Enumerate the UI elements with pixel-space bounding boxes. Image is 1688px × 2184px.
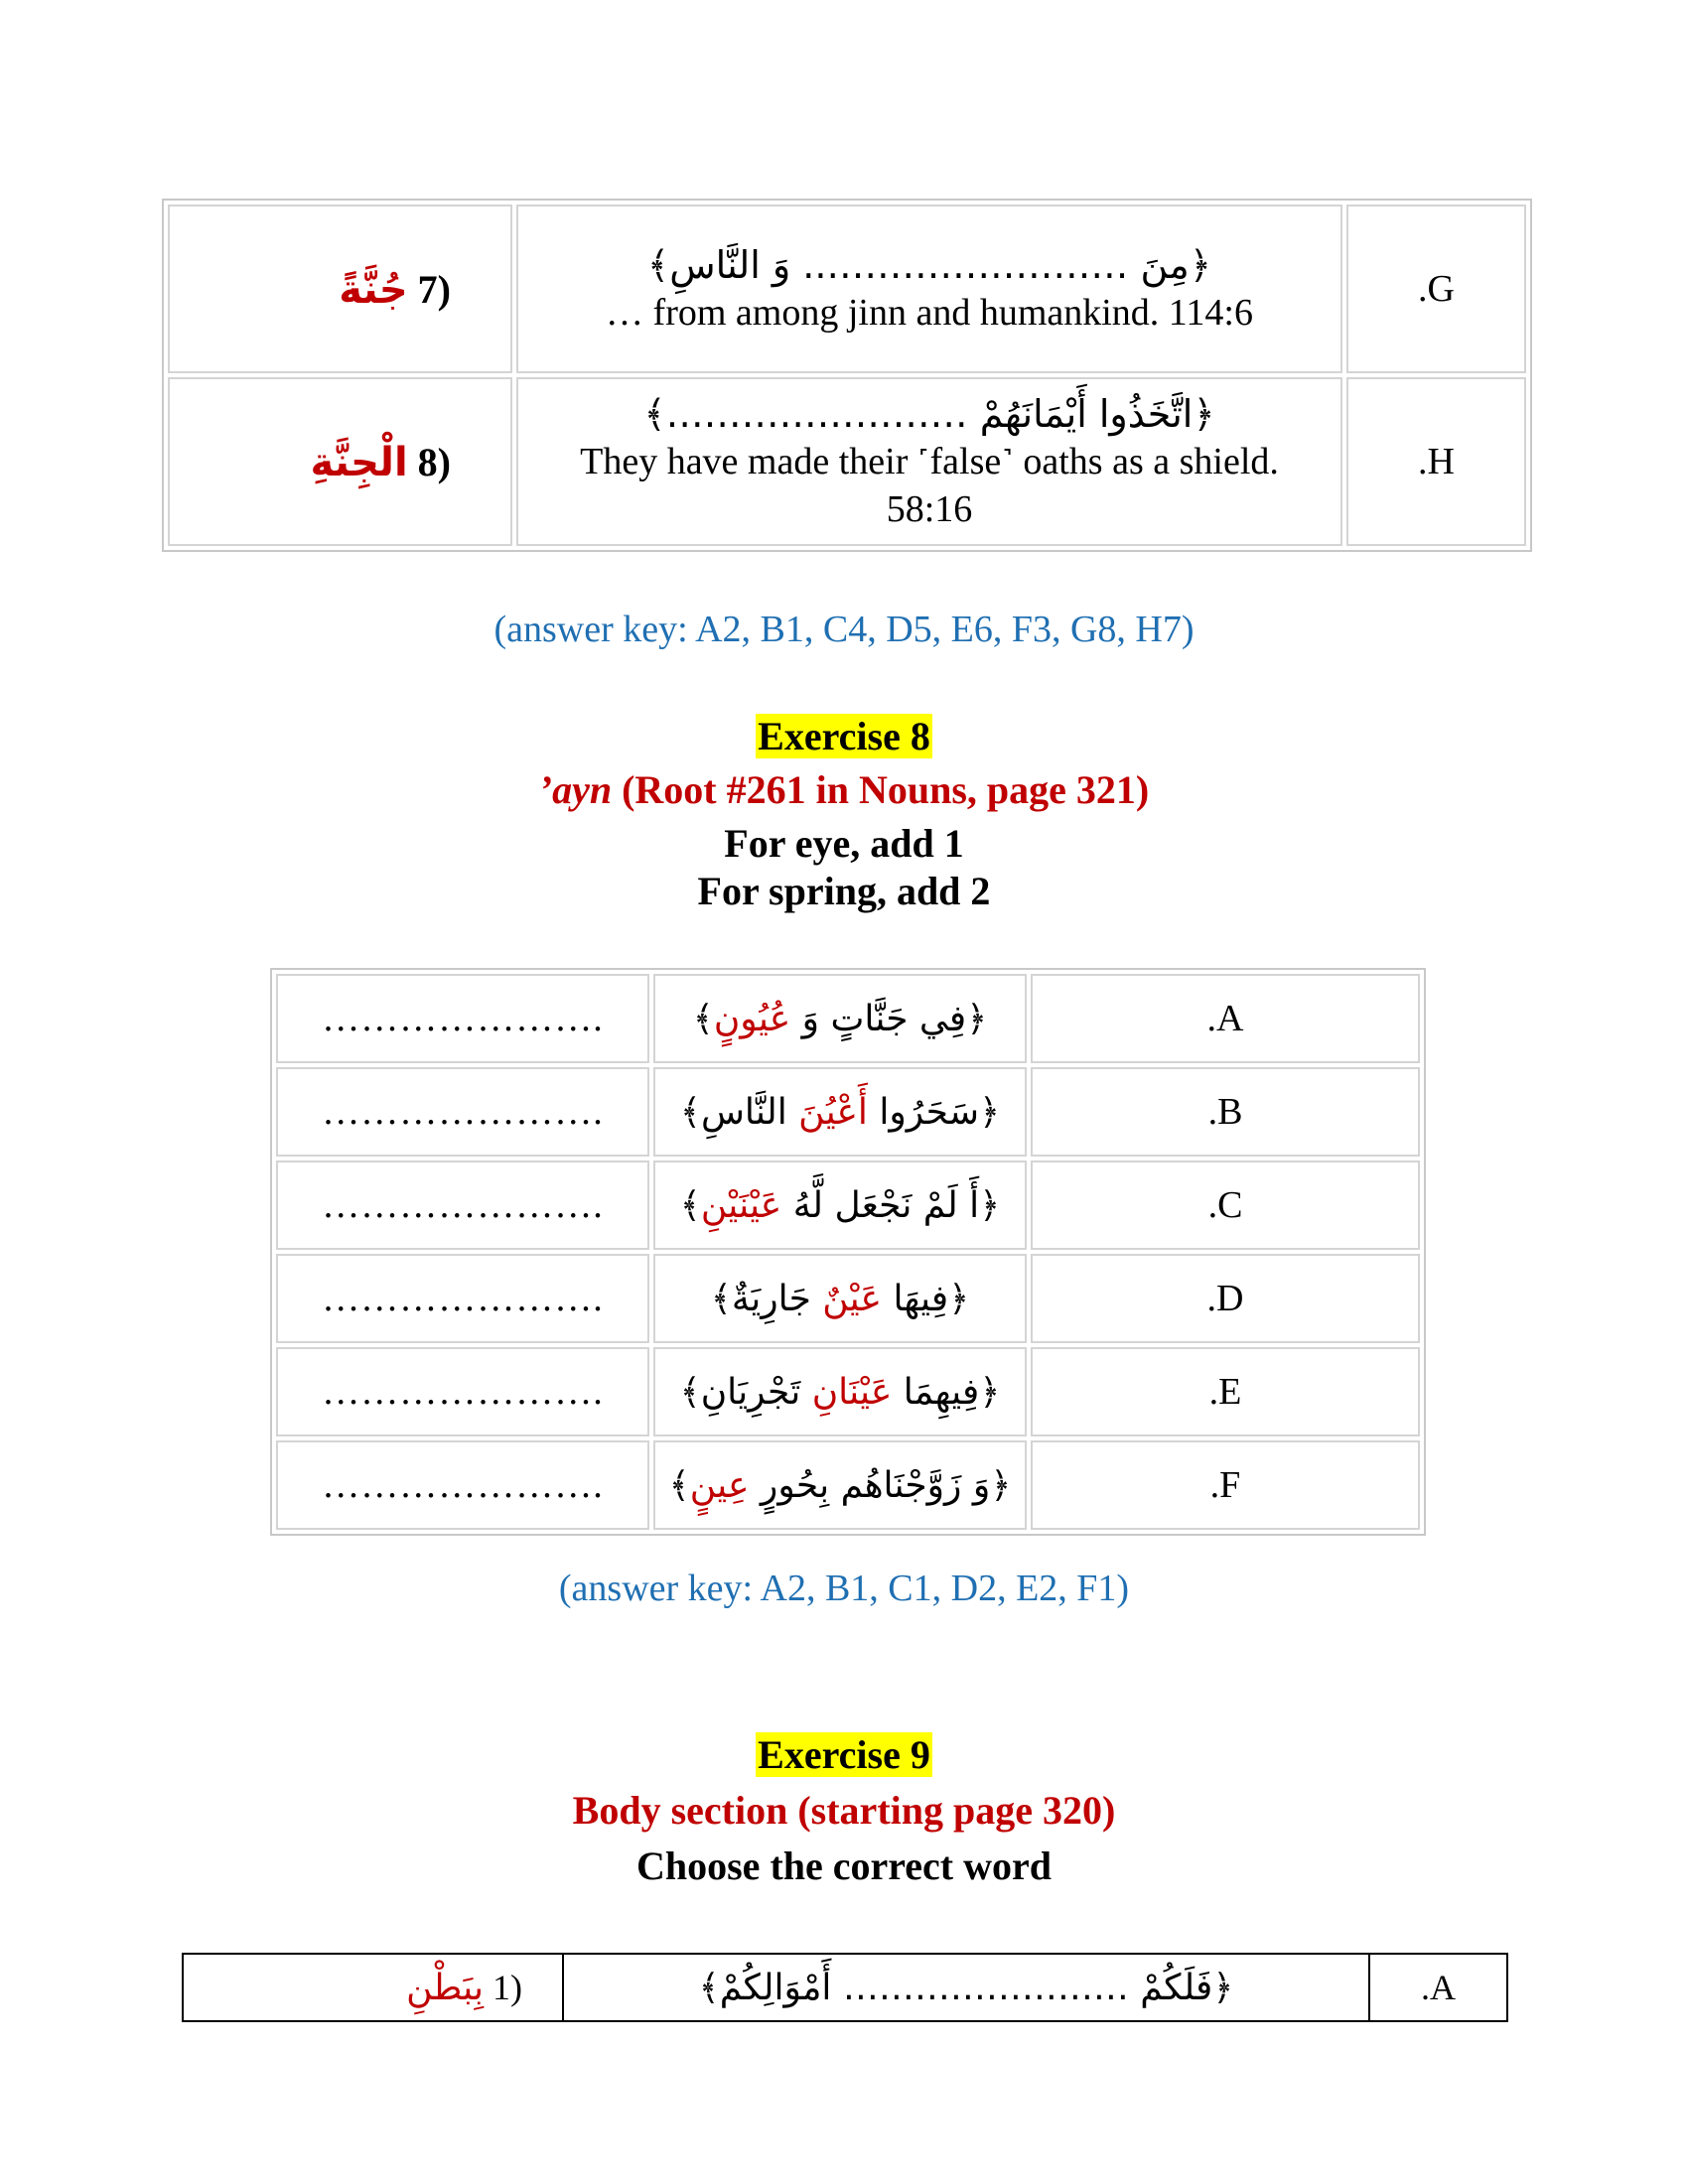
option-cell	[183, 1954, 563, 2021]
exercise9-title-line	[0, 1731, 1688, 1778]
exercise8-title-line	[0, 713, 1688, 759]
phrase-end: ﴾	[692, 999, 714, 1039]
phrase-start: ﴿وَ زَوَّجْنَاهُم بِحُورٍ	[749, 1465, 1012, 1506]
matching-table-top	[162, 199, 1532, 552]
arabic-verse: ﴿اتَّخَذُوا أَيْمَانَهُمْ ……………………﴾	[643, 392, 1215, 436]
phrase-end: ﴾	[679, 1185, 701, 1226]
exercise9-subtitle: Body section (starting page 320)	[572, 1788, 1116, 1833]
highlighted-word: عُيُونٍ	[713, 999, 791, 1039]
phrase-end: النَّاسِ﴾	[679, 1092, 799, 1133]
arabic-phrase	[653, 1160, 1027, 1250]
answer-blank: ………………….	[276, 974, 649, 1063]
option-word: الْجِنَّةِ	[310, 439, 408, 485]
highlighted-word: عَيْنٌ	[822, 1279, 883, 1319]
answer-key-1: (answer key: A2, B1, C4, D5, E6, F3, G8, H7)	[493, 609, 1195, 650]
table-row	[168, 377, 1526, 546]
table-row	[276, 1160, 1420, 1250]
answer-key-2: (answer key: A2, B1, C1, D2, E2, F1)	[558, 1568, 1130, 1609]
root-italic: ’ayn	[538, 767, 613, 812]
option-word: جُنَّةً	[339, 266, 408, 313]
table-row	[276, 1347, 1420, 1436]
phrase-start: ﴿أَ لَمْ نَجْعَل لَّهُ	[781, 1185, 1001, 1226]
arabic-phrase	[653, 1067, 1027, 1157]
answer-blank: ………………….	[276, 1254, 649, 1343]
phrase-start: ﴿سَحَرُوا	[867, 1092, 1001, 1133]
exercise8-subtitle	[0, 766, 1688, 813]
arabic-phrase	[653, 974, 1027, 1063]
letter-cell: .C	[1031, 1160, 1420, 1250]
table-row	[168, 205, 1526, 373]
exercise9-title: Exercise 9	[758, 1732, 930, 1777]
phrase-start: ﴿فِي جَنَّاتٍ وَ	[790, 999, 988, 1039]
letter-cell: .H	[1346, 377, 1526, 546]
option-word: بِبَطْنِ	[406, 1968, 484, 2008]
exercise9-table	[182, 1953, 1508, 2022]
letter-cell: .F	[1031, 1440, 1420, 1530]
highlighted-word: عَيْنَانِ	[811, 1372, 893, 1413]
exercise9-instruction: Choose the correct word	[635, 1843, 1053, 1888]
arabic-verse: ﴿فَلَكُمْ …………………… أَمْوَالِكُمْ﴾	[563, 1954, 1369, 2021]
answer-blank: ………………….	[276, 1347, 649, 1436]
english-translation: … from among jinn and humankind. 114:6	[606, 292, 1253, 334]
phrase-start: ﴿فِيهَا	[882, 1279, 970, 1319]
option-number: 7)	[417, 266, 451, 312]
option-number: 1)	[492, 1968, 522, 2007]
arabic-phrase	[653, 1440, 1027, 1530]
arabic-verse: ﴿مِنَ …………………….. وَ النَّاسِ﴾	[646, 243, 1212, 287]
arabic-phrase	[653, 1347, 1027, 1436]
verse-cell	[516, 205, 1342, 373]
phrase-start: ﴿فِيهِمَا	[892, 1372, 1001, 1413]
arabic-phrase	[653, 1254, 1027, 1343]
exercise8-title: Exercise 8	[758, 714, 930, 758]
letter-cell: .B	[1031, 1067, 1420, 1157]
phrase-end: ﴾	[668, 1465, 690, 1506]
english-translation: They have made their ˹false˺ oaths as a shield. 58:16	[580, 441, 1279, 530]
answer-blank: ………………….	[276, 1160, 649, 1250]
letter-cell: .G	[1346, 205, 1526, 373]
answer-blank: ………………….	[276, 1440, 649, 1530]
highlighted-word: أَعْيُنَ	[798, 1092, 868, 1133]
highlighted-word: عِينٍ	[689, 1465, 750, 1506]
phrase-end: جَارِيَةٌ﴾	[710, 1279, 823, 1319]
letter-cell: .D	[1031, 1254, 1420, 1343]
letter-cell: .A	[1031, 974, 1420, 1063]
phrase-end: تَجْرِيَانِ﴾	[679, 1372, 812, 1413]
table-row	[276, 1440, 1420, 1530]
root-description: (Root #261 in Nouns, page 321)	[612, 767, 1150, 812]
exercise8-table	[270, 968, 1426, 1536]
option-number: 8)	[417, 439, 451, 484]
exercise8-instruction-2: For spring, add 2	[697, 869, 991, 913]
table-row	[276, 1067, 1420, 1157]
answer-blank: ………………….	[276, 1067, 649, 1157]
option-cell	[168, 205, 512, 373]
table-row	[276, 974, 1420, 1063]
exercise8-instruction-1: For eye, add 1	[724, 821, 964, 866]
table-row	[276, 1254, 1420, 1343]
option-cell	[168, 377, 512, 546]
verse-cell	[516, 377, 1342, 546]
table-row	[183, 1954, 1507, 2021]
letter-cell: .A	[1369, 1954, 1507, 2021]
letter-cell: .E	[1031, 1347, 1420, 1436]
highlighted-word: عَيْنَيْنِ	[700, 1185, 782, 1226]
